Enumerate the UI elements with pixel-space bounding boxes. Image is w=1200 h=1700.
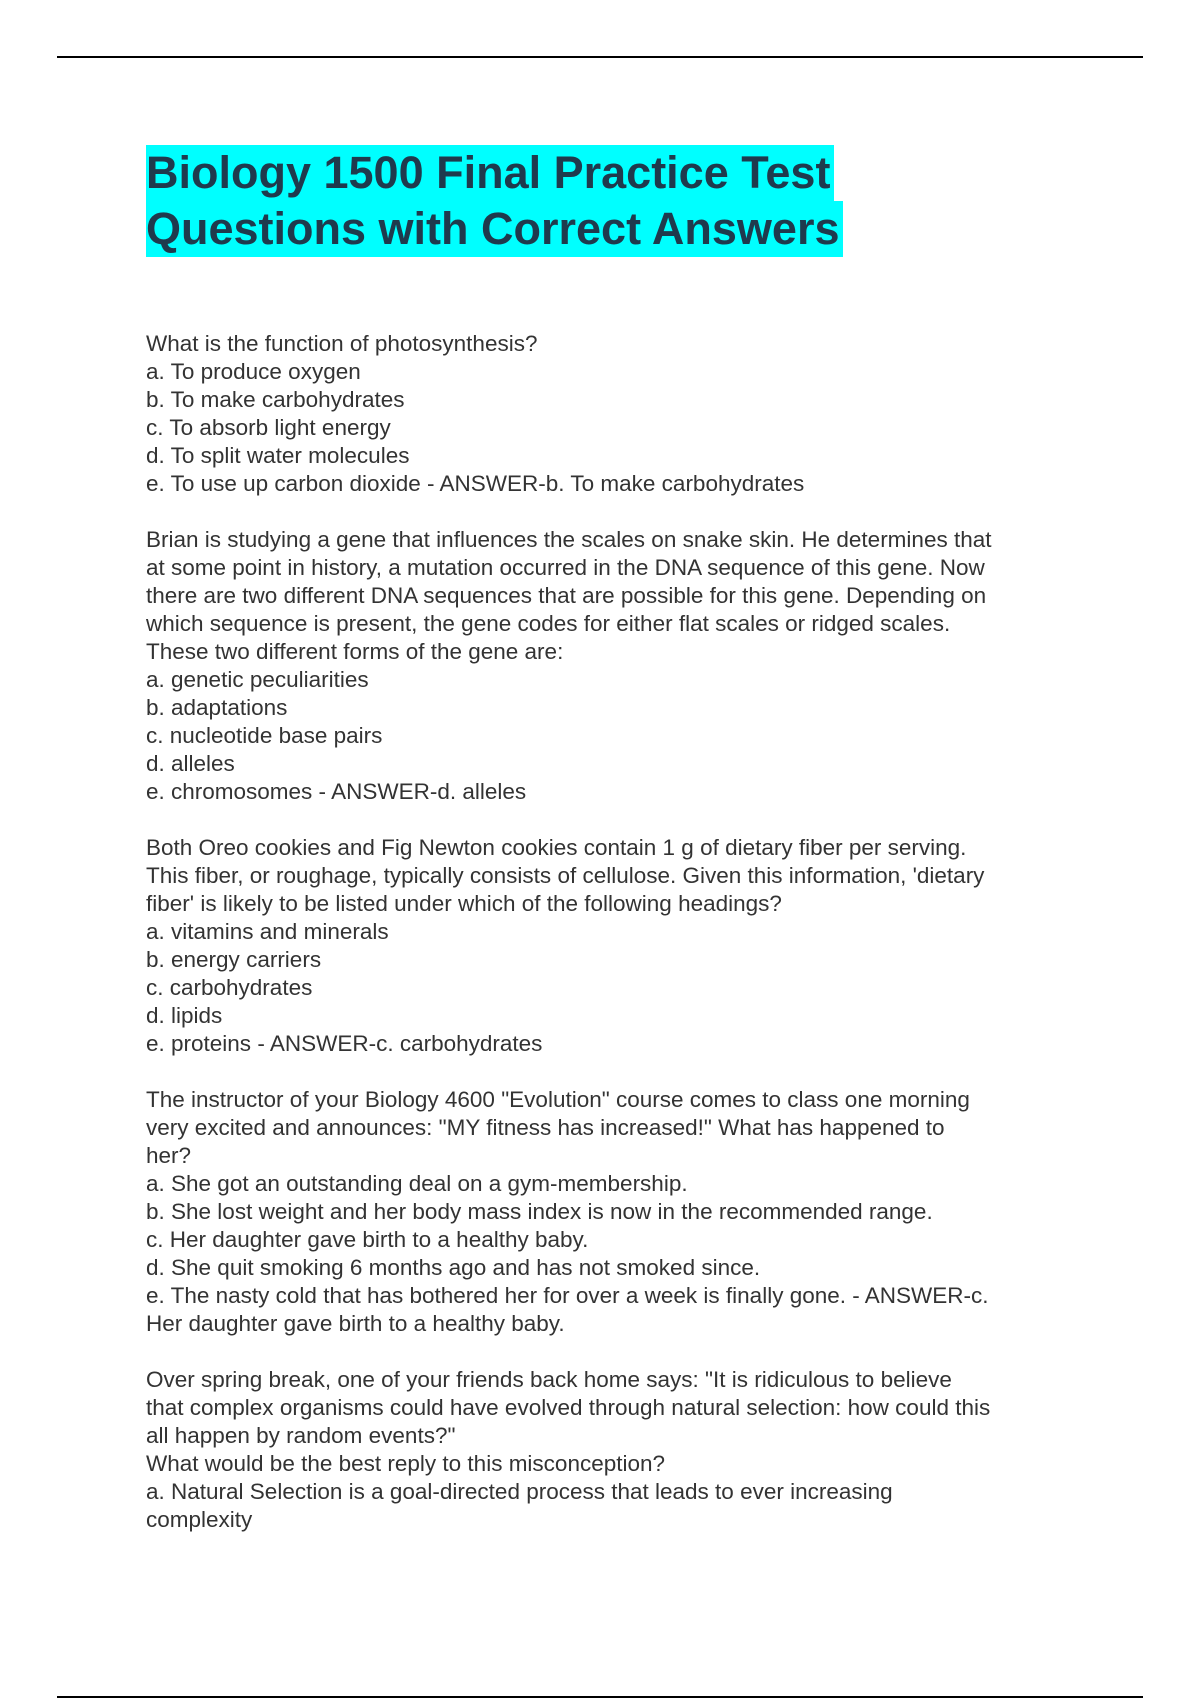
- question-text: The instructor of your Biology 4600 "Evolution" course comes to class one morning: [146, 1087, 970, 1112]
- question-text: there are two different DNA sequences that are possible for this gene. Depending on: [146, 583, 987, 608]
- option-c: c. carbohydrates: [146, 975, 313, 1000]
- question-text: that complex organisms could have evolved through natural selection: how could this: [146, 1395, 991, 1420]
- answer-continuation: Her daughter gave birth to a healthy baby.: [146, 1311, 565, 1336]
- question-text: her?: [146, 1143, 192, 1168]
- option-a-continuation: complexity: [146, 1507, 253, 1532]
- document-title: [146, 145, 1066, 257]
- top-divider: [57, 56, 1143, 58]
- question-4: [146, 1086, 1066, 1338]
- question-5: [146, 1366, 1066, 1534]
- question-2: [146, 526, 1066, 806]
- option-e-answer: e. proteins - ANSWER-c. carbohydrates: [146, 1031, 543, 1056]
- question-text: Over spring break, one of your friends back home says: "It is ridiculous to believe: [146, 1367, 952, 1392]
- question-text: fiber' is likely to be listed under which of the following headings?: [146, 891, 782, 916]
- question-text: at some point in history, a mutation occurred in the DNA sequence of this gene. Now: [146, 555, 985, 580]
- option-b: b. energy carriers: [146, 947, 322, 972]
- question-text: What would be the best reply to this misconception?: [146, 1451, 666, 1476]
- option-e-answer: e. chromosomes - ANSWER-d. alleles: [146, 779, 527, 804]
- option-a: a. vitamins and minerals: [146, 919, 389, 944]
- option-d: d. lipids: [146, 1003, 223, 1028]
- question-text: which sequence is present, the gene codes for either flat scales or ridged scales.: [146, 611, 951, 636]
- bottom-divider: [57, 1696, 1143, 1698]
- question-text: Brian is studying a gene that influences the scales on snake skin. He determines that: [146, 527, 992, 552]
- question-text: Both Oreo cookies and Fig Newton cookies contain 1 g of dietary fiber per serving.: [146, 835, 967, 860]
- option-a: a. To produce oxygen: [146, 359, 361, 384]
- option-e-answer: e. The nasty cold that has bothered her for over a week is finally gone. - ANSWER-c.: [146, 1283, 989, 1308]
- question-text: all happen by random events?": [146, 1423, 456, 1448]
- option-a: a. genetic peculiarities: [146, 667, 369, 692]
- option-d: d. She quit smoking 6 months ago and has not smoked since.: [146, 1255, 761, 1280]
- option-b: b. adaptations: [146, 695, 288, 720]
- question-text: This fiber, or roughage, typically consists of cellulose. Given this information, 'dietary: [146, 863, 985, 888]
- question-text: very excited and announces: "MY fitness has increased!" What has happened to: [146, 1115, 945, 1140]
- option-a: a. She got an outstanding deal on a gym-membership.: [146, 1171, 688, 1196]
- option-e-answer: e. To use up carbon dioxide - ANSWER-b. To make carbohydrates: [146, 471, 805, 496]
- option-c: c. To absorb light energy: [146, 415, 391, 440]
- title-line-2: Questions with Correct Answers: [146, 201, 843, 257]
- option-d: d. alleles: [146, 751, 235, 776]
- question-3: [146, 834, 1066, 1058]
- option-c: c. nucleotide base pairs: [146, 723, 383, 748]
- question-text: What is the function of photosynthesis?: [146, 331, 538, 356]
- question-1: [146, 330, 1066, 498]
- option-c: c. Her daughter gave birth to a healthy baby.: [146, 1227, 589, 1252]
- option-b: b. To make carbohydrates: [146, 387, 405, 412]
- question-list: [146, 330, 1066, 1562]
- question-text: These two different forms of the gene are:: [146, 639, 564, 664]
- title-line-1: Biology 1500 Final Practice Test: [146, 145, 834, 201]
- option-d: d. To split water molecules: [146, 443, 410, 468]
- option-a: a. Natural Selection is a goal-directed process that leads to ever increasing: [146, 1479, 893, 1504]
- option-b: b. She lost weight and her body mass index is now in the recommended range.: [146, 1199, 933, 1224]
